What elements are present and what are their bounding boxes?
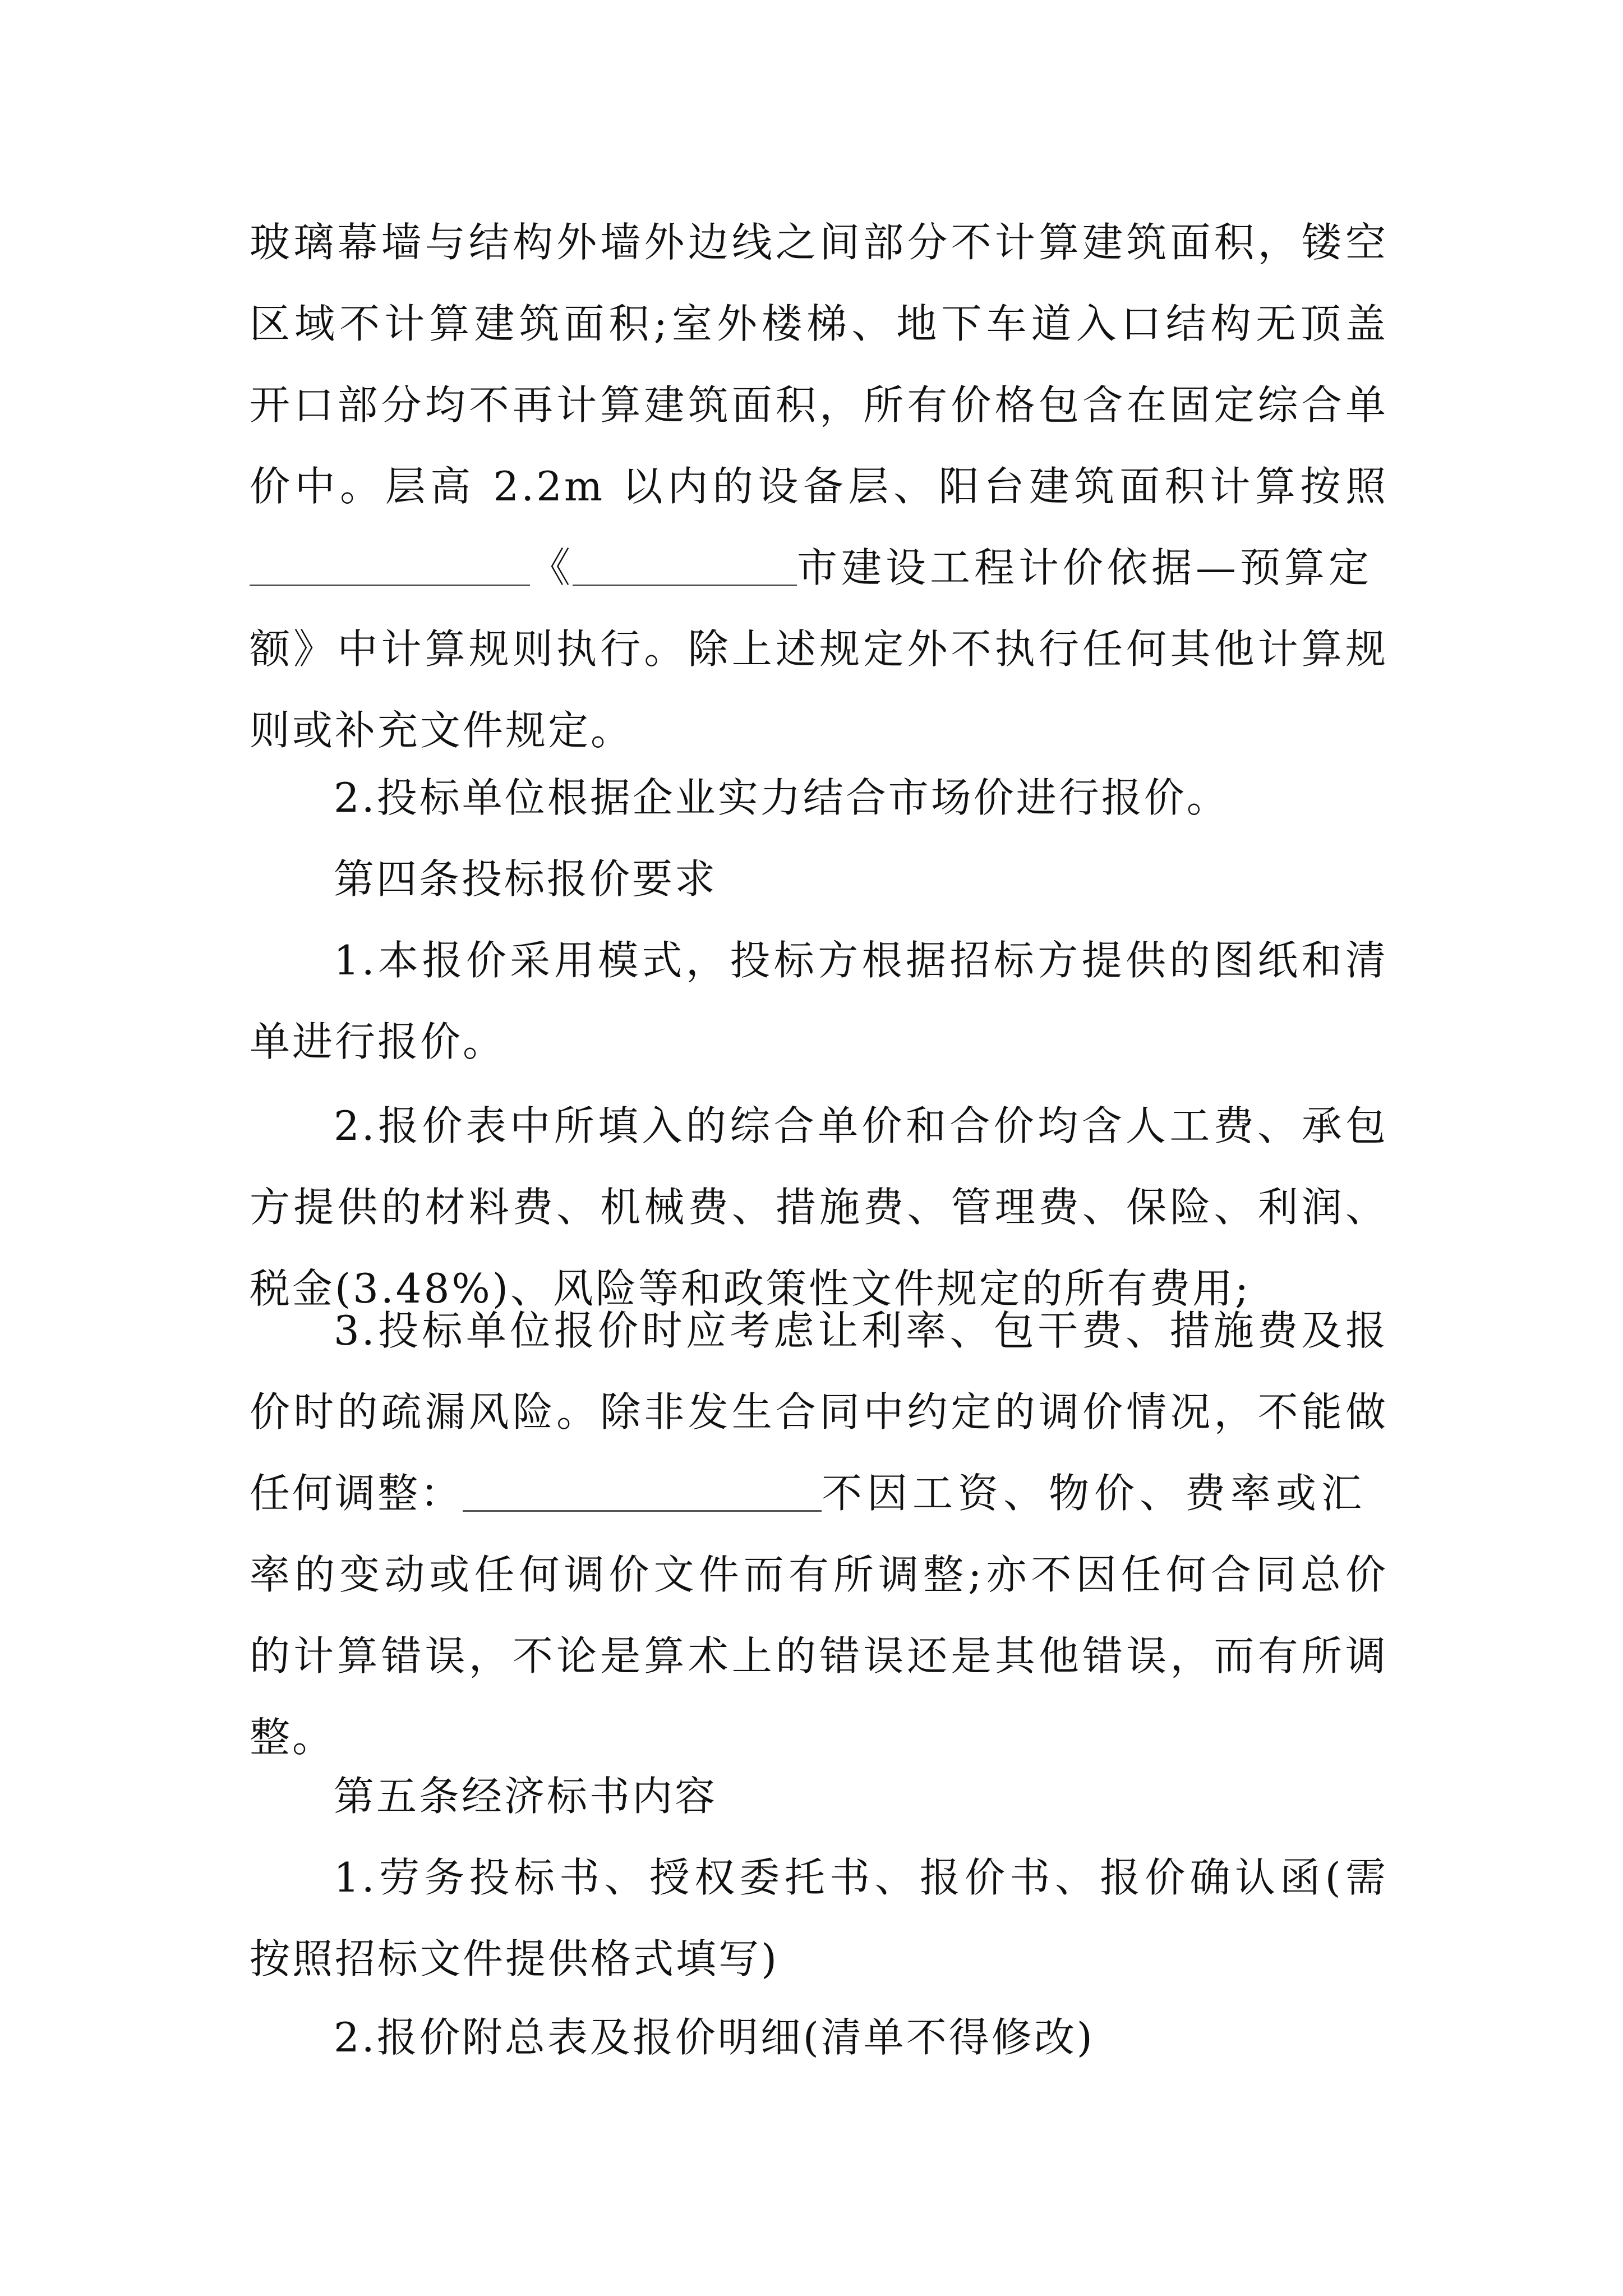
text-line: 方提供的材料费、机械费、措施费、管理费、保险、利润、 xyxy=(250,1184,1388,1231)
text-line: 价中。层高 2.2m 以内的设备层、阳台建筑面积计算按照 xyxy=(250,463,1388,510)
text-line: 3.投标单位报价时应考虑让利率、包干费、措施费及报 xyxy=(334,1307,1388,1354)
paragraph-price-adjustment xyxy=(250,1290,1388,1778)
text-fragment: 市建设工程计价依据—预算定 xyxy=(797,544,1373,591)
section-heading-article-4 xyxy=(250,839,1388,920)
text-line: 区域不计算建筑面积;室外楼梯、地下车道入口结构无顶盖 xyxy=(250,300,1388,347)
text-line: 2.投标单位根据企业实力结合市场价进行报价。 xyxy=(334,774,1229,821)
text-line: 率的变动或任何调价文件而有所调整;亦不因任何合同总价 xyxy=(250,1551,1388,1598)
paragraph-area-rules xyxy=(250,202,1388,771)
text-line: 额》中计算规则执行。除上述规定外不执行任何其他计算规 xyxy=(250,625,1388,673)
fill-in-blank[interactable] xyxy=(463,1471,822,1512)
paragraph-tender-contents xyxy=(250,1837,1388,2000)
text-line: 开口部分均不再计算建筑面积，所有价格包含在固定综合单 xyxy=(250,381,1388,429)
paragraph-bidding-basis xyxy=(250,757,1388,839)
text-line: 按照招标文件提供格式填写) xyxy=(250,1935,780,1982)
heading-text: 第五条经济标书内容 xyxy=(334,1773,718,1820)
text-fragment: 《 xyxy=(530,544,573,591)
text-line: 单进行报价。 xyxy=(250,1018,506,1065)
text-line: 2.报价附总表及报价明细(清单不得修改) xyxy=(334,2014,1095,2061)
text-line: 1.劳务投标书、授权委托书、报价书、报价确认函(需 xyxy=(334,1854,1388,1901)
text-line: 2.报价表中所填入的综合单价和合价均含人工费、承包 xyxy=(334,1102,1388,1149)
text-line: 税金(3.48%)、风险等和政策性文件规定的所有费用; xyxy=(250,1265,1251,1312)
paragraph-price-summary xyxy=(250,1997,1388,2078)
text-line: 的计算错误，不论是算术上的错误还是其他错误，而有所调 xyxy=(250,1632,1388,1680)
fill-in-blank[interactable] xyxy=(573,545,797,586)
text-line-with-blanks xyxy=(250,527,1388,609)
text-fragment: 不因工资、物价、费率或汇 xyxy=(822,1470,1367,1517)
text-fragment: 任何调整： xyxy=(250,1470,463,1517)
text-line-with-blank xyxy=(250,1453,1388,1534)
heading-text: 第四条投标报价要求 xyxy=(334,855,718,903)
text-line: 价时的疏漏风险。除非发生合同中约定的调价情况，不能做 xyxy=(250,1388,1388,1435)
section-heading-article-5 xyxy=(250,1756,1388,1837)
text-line: 则或补充文件规定。 xyxy=(250,707,634,754)
paragraph-quote-mode xyxy=(250,920,1388,1083)
text-line: 玻璃幕墙与结构外墙外边线之间部分不计算建筑面积，镂空 xyxy=(250,219,1388,266)
text-line: 整。 xyxy=(250,1714,335,1761)
fill-in-blank[interactable] xyxy=(250,545,530,586)
text-line: 1.本报价采用模式，投标方根据招标方提供的图纸和清 xyxy=(334,937,1388,984)
